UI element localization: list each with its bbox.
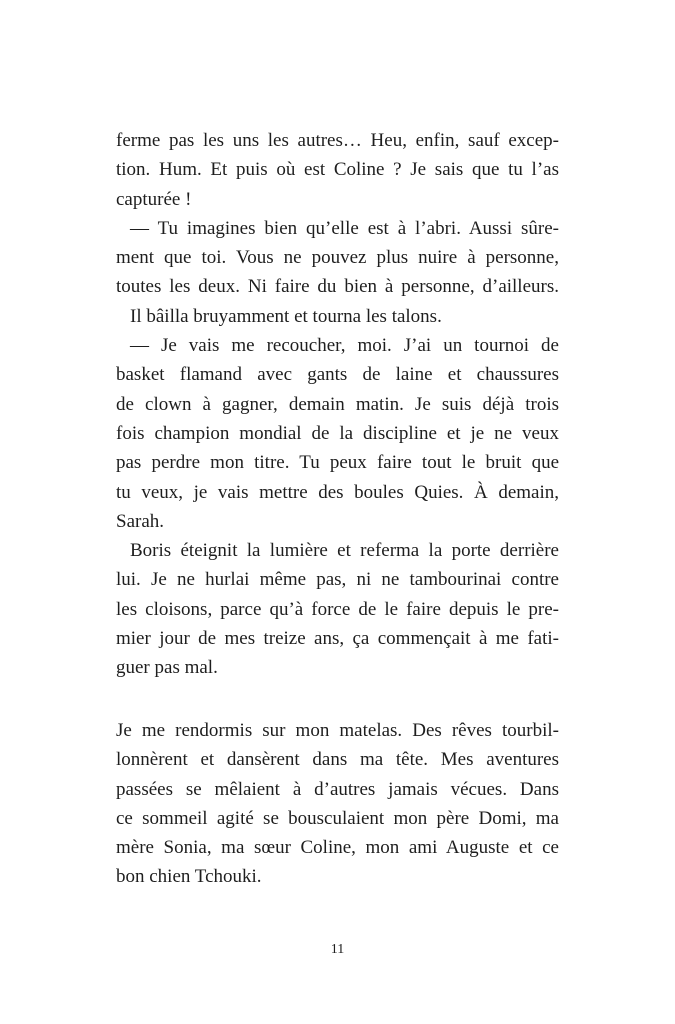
text-line: — Tu imagines bien qu’elle est à l’abri. Aussi sûre-: [130, 217, 559, 239]
page-number: 11: [330, 942, 345, 957]
text-line: mère Sonia, ma sœur Coline, mon ami Auguste et ce: [116, 837, 559, 859]
text-line: ment que toi. Vous ne pouvez plus nuire à personne,: [116, 247, 559, 269]
text-line: pas perdre mon titre. Tu peux faire tout le bruit que: [116, 452, 559, 474]
text-line: guer pas mal.: [116, 657, 218, 679]
text-line: passées se mêlaient à d’autres jamais vécues. Dans: [116, 778, 559, 800]
text-line: — Je vais me recoucher, moi. J’ai un tournoi de: [130, 335, 559, 357]
text-line: capturée !: [116, 188, 192, 210]
text-line: tu veux, je vais mettre des boules Quies. À demain,: [116, 481, 559, 503]
text-line: Sarah.: [116, 510, 165, 532]
text-line: tion. Hum. Et puis où est Coline ? Je sais que tu l’as: [116, 159, 559, 181]
text-line: lonnèrent et dansèrent dans ma tête. Mes aventures: [116, 749, 559, 771]
text-block-bottom: [116, 716, 559, 892]
text-line: les cloisons, parce qu’à force de le faire depuis le pre-: [116, 598, 559, 620]
text-line: ce sommeil agité se bousculaient mon père Domi, ma: [116, 807, 559, 829]
text-line: de clown à gagner, demain matin. Je suis déjà trois: [116, 393, 559, 415]
text-line: Je me rendormis sur mon matelas. Des rêves tourbil-: [116, 720, 559, 741]
text-line: toutes les deux. Ni faire du bien à personne, d’ailleurs.: [116, 276, 559, 298]
text-line: bon chien Tchouki.: [116, 866, 262, 888]
text-line: basket flamand avec gants de laine et chaussures: [116, 364, 559, 386]
text-line: lui. Je ne hurlai même pas, ni ne tambourinai contre: [116, 569, 559, 591]
text-line: mier jour de mes treize ans, ça commençait à me fati-: [116, 628, 559, 650]
text-line: Boris éteignit la lumière et referma la porte derrière: [130, 540, 559, 562]
text-line: Il bâilla bruyamment et tourna les talons.: [130, 305, 442, 327]
text-line: fois champion mondial de la discipline et je ne veux: [116, 422, 559, 444]
text-line: ferme pas les uns les autres… Heu, enfin, sauf excep-: [116, 130, 559, 151]
text-block-top: [116, 126, 559, 683]
